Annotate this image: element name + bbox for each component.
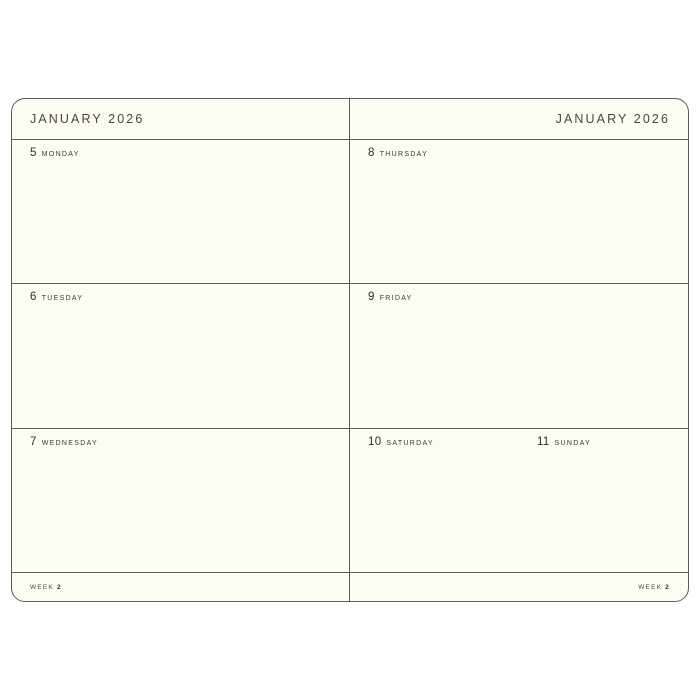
- day-cell-saturday[interactable]: [350, 429, 519, 572]
- day-number: 11: [537, 435, 550, 448]
- planner-left-page: [12, 99, 350, 601]
- day-cell-wednesday[interactable]: [12, 429, 349, 572]
- left-week-number: 2: [56, 583, 62, 591]
- right-week-label: [638, 584, 670, 591]
- day-name: SATURDAY: [386, 439, 434, 447]
- right-week-text: WEEK: [638, 583, 666, 591]
- right-month-title: JANUARY 2026: [555, 112, 670, 126]
- left-page-header: [12, 99, 349, 140]
- day-cell-tuesday[interactable]: [12, 284, 349, 427]
- day-header: [30, 291, 349, 303]
- weekly-planner-spread: [11, 98, 689, 602]
- right-page-header: [350, 99, 688, 140]
- left-day-rows: [12, 140, 349, 573]
- planner-right-page: [350, 99, 688, 601]
- left-page-footer: [12, 573, 349, 601]
- day-name: SUNDAY: [554, 439, 591, 447]
- day-header: [368, 436, 519, 448]
- day-header: [30, 147, 349, 159]
- day-cell-thursday[interactable]: [350, 140, 688, 283]
- day-number: 9: [368, 291, 375, 304]
- day-number: 10: [368, 435, 382, 448]
- left-month-title: JANUARY 2026: [30, 112, 145, 126]
- day-row: [12, 284, 349, 428]
- day-row: [350, 140, 688, 284]
- day-cell-monday[interactable]: [12, 140, 349, 283]
- left-week-text: WEEK: [30, 583, 57, 591]
- day-number: 5: [30, 147, 37, 159]
- left-week-label: [30, 584, 62, 591]
- day-name: MONDAY: [41, 151, 80, 158]
- day-number: 6: [30, 291, 37, 304]
- day-name: WEDNESDAY: [41, 439, 99, 447]
- day-header: [537, 436, 688, 448]
- day-row: [350, 284, 688, 428]
- day-name: FRIDAY: [379, 295, 413, 303]
- right-week-number: 2: [665, 583, 670, 591]
- day-number: 8: [368, 147, 375, 159]
- day-row: [12, 429, 349, 573]
- day-header: [30, 436, 349, 448]
- day-cell-sunday[interactable]: [519, 429, 688, 572]
- right-day-rows: [350, 140, 688, 573]
- day-name: THURSDAY: [379, 151, 429, 158]
- day-number: 7: [30, 435, 37, 448]
- day-row: [350, 429, 688, 573]
- right-page-footer: [350, 573, 688, 601]
- day-header: [368, 291, 688, 303]
- day-header: [368, 147, 688, 159]
- day-row: [12, 140, 349, 284]
- day-cell-friday[interactable]: [350, 284, 688, 427]
- day-name: TUESDAY: [41, 295, 84, 303]
